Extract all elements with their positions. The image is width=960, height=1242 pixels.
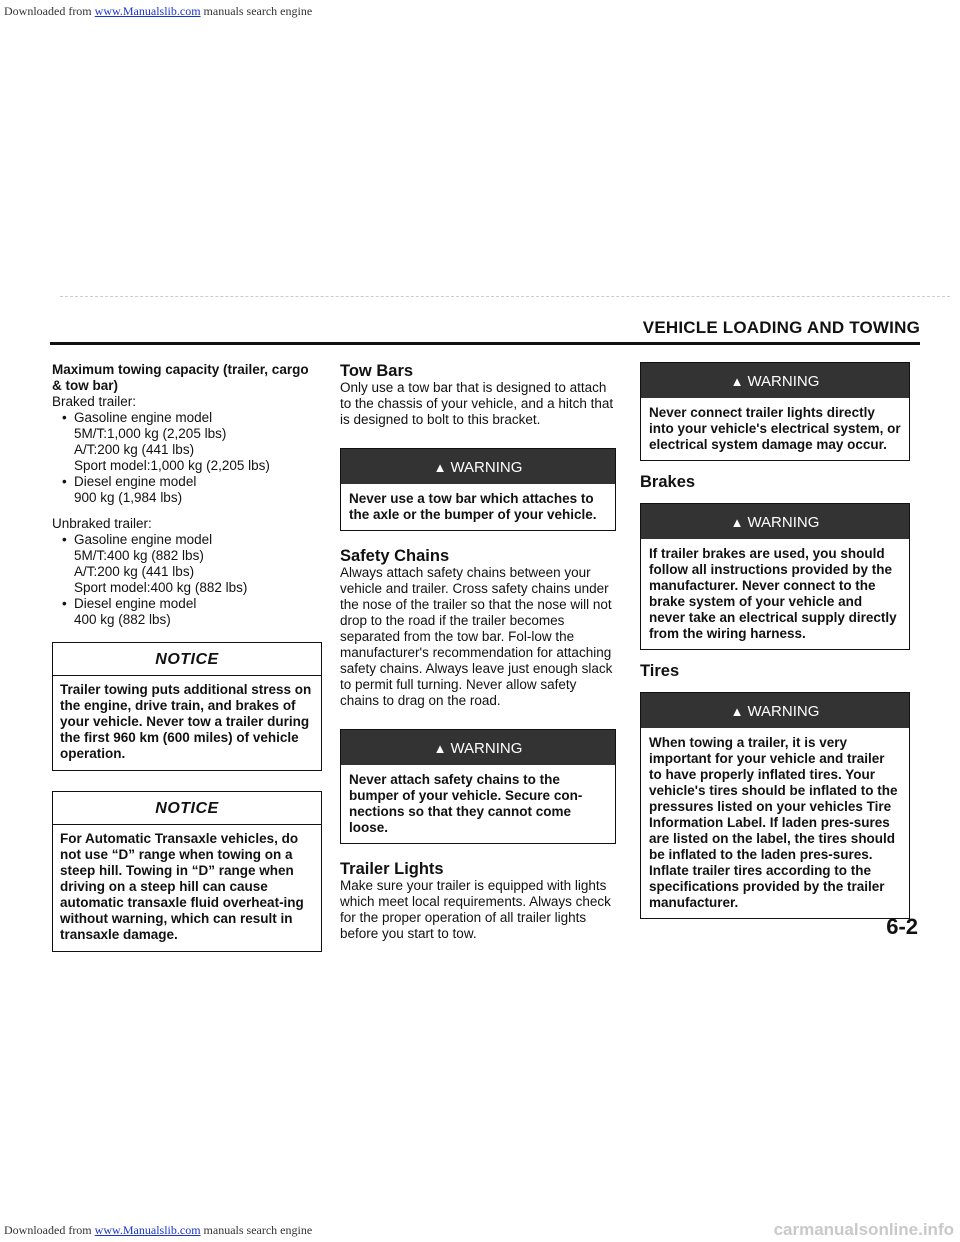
warning-triangle-icon: ▲ — [433, 741, 447, 756]
warning-heading: ▲ WARNING — [641, 693, 909, 728]
warning-triangle-icon: ▲ — [730, 374, 744, 389]
warning-box-tires — [640, 692, 910, 919]
watermark-text: carmanualsonline.info — [773, 1220, 954, 1239]
tow-bars-text: Only use a tow bar that is designed to attach to the chassis of your vehicle, and a hitch that is designed to bolt to this bracket. — [340, 380, 614, 427]
notice-heading: NOTICE — [53, 792, 321, 825]
header-rule — [50, 342, 920, 345]
warning-box-brakes — [640, 503, 910, 650]
warning-text: Never use a tow bar which attaches to the axle or the bumper of your vehicle. — [349, 491, 597, 522]
warning-triangle-icon: ▲ — [730, 515, 744, 530]
bullet-icon: • — [62, 532, 67, 547]
list-item: A/T:200 kg (441 lbs) — [74, 442, 195, 457]
list-item: • Gasoline engine model — [62, 410, 213, 425]
tires-title: Tires — [640, 662, 680, 680]
page-header-title: VEHICLE LOADING AND TOWING — [642, 318, 920, 337]
notice-text: For Automatic Transaxle vehicles, do not use “D” range when towing on a steep hill. Towing in “D” range when driving on a steep hill can cause automatic transaxle fluid overheat-ing without warning, which can result in transaxle damage. — [60, 831, 304, 942]
page-number: 6-2 — [886, 914, 918, 939]
column-tow-equipment — [340, 362, 616, 942]
warning-text: If trailer brakes are used, you should follow all instructions provided by the manufacturer. Never connect to the brake system of your vehicle and never take an electrical supply directly from the wiring harness. — [649, 546, 897, 641]
warning-box-trailer-lights — [640, 362, 910, 461]
column-brakes-tires — [640, 362, 910, 919]
warning-heading: ▲ WARNING — [341, 449, 615, 484]
list-item: Sport model:1,000 kg (2,205 lbs) — [74, 458, 270, 473]
footer-manualslib-link[interactable]: www.Manualslib.com — [94, 1223, 201, 1237]
braked-trailer-label: Braked trailer: — [52, 394, 137, 409]
safety-chains-text: Always attach safety chains between your vehicle and trailer. Cross safety chains under the nose of the trailer so that the nose will not drop to the road if the trailer becomes separated from the tow bar. Fol-low the manufacturer's recommendation for attaching safety chains. Always leave just enough slack to permit full turning. Never allow safety chains to drag on the road. — [340, 565, 613, 708]
download-note-prefix: Downloaded from — [4, 4, 95, 18]
towing-capacity-title: Maximum towing capacity (trailer, cargo & tow bar) — [52, 362, 309, 393]
list-item: • Diesel engine model — [62, 474, 197, 489]
unbraked-trailer-list — [52, 532, 322, 628]
warning-text: When towing a trailer, it is very important for your vehicle and trailer to have properly inflated tires. Your vehicle's tires should be inflated to the pressures listed on your vehicles Tire Information Label. If laden pres-sures are listed on the label, the tires should be inflated to the laden pres-sures. Inflate trailer tires according to the specifications provided by the trailer manufacturer. — [649, 735, 898, 910]
list-item: • Diesel engine model — [62, 596, 197, 611]
braked-trailer-list — [52, 410, 322, 506]
notice-box-first-tow — [52, 642, 322, 771]
bullet-icon: • — [62, 474, 67, 489]
warning-triangle-icon: ▲ — [433, 460, 447, 475]
warning-text: Never attach safety chains to the bumper of your vehicle. Secure con-nections so that they cannot come loose. — [349, 772, 583, 835]
download-note-suffix: manuals search engine — [200, 4, 313, 18]
safety-chains-title: Safety Chains — [340, 547, 450, 565]
list-item: 900 kg (1,984 lbs) — [74, 490, 183, 505]
brakes-title: Brakes — [640, 473, 696, 491]
warning-text: Never connect trailer lights directly into your vehicle's electrical system, or electrical system damage may occur. — [649, 405, 901, 452]
tow-bars-title: Tow Bars — [340, 362, 414, 380]
warning-heading: ▲ WARNING — [641, 363, 909, 398]
list-item: 5M/T:400 kg (882 lbs) — [74, 548, 204, 563]
warning-heading: ▲ WARNING — [341, 730, 615, 765]
list-item: 400 kg (882 lbs) — [74, 612, 171, 627]
warning-box-tow-bar — [340, 448, 616, 531]
notice-text: Trailer towing puts additional stress on the engine, drive train, and brakes of your vehicle. Never tow a trailer during the first 960 km (600 miles) of vehicle operation. — [60, 682, 312, 761]
bullet-icon: • — [62, 410, 67, 425]
notice-box-transaxle — [52, 791, 322, 952]
footer-download-note: Downloaded from www.Manualslib.com manuals search engine — [4, 1223, 313, 1237]
manualslib-link[interactable]: www.Manualslib.com — [94, 4, 201, 18]
list-item: A/T:200 kg (441 lbs) — [74, 564, 195, 579]
footer — [0, 1220, 960, 1242]
download-note — [4, 4, 312, 19]
notice-heading: NOTICE — [53, 643, 321, 676]
warning-heading: ▲ WARNING — [641, 504, 909, 539]
list-item: • Gasoline engine model — [62, 532, 213, 547]
scan-artifact-line — [60, 296, 950, 297]
list-item: 5M/T:1,000 kg (2,205 lbs) — [74, 426, 227, 441]
unbraked-trailer-label: Unbraked trailer: — [52, 516, 152, 531]
warning-box-safety-chains — [340, 729, 616, 844]
column-towing-capacity — [52, 362, 322, 952]
warning-triangle-icon: ▲ — [730, 704, 744, 719]
list-item: Sport model:400 kg (882 lbs) — [74, 580, 248, 595]
trailer-lights-text: Make sure your trailer is equipped with lights which meet local requirements. Always check for the proper operation of all trailer lights before you start to tow. — [340, 878, 611, 941]
trailer-lights-title: Trailer Lights — [340, 860, 444, 878]
bullet-icon: • — [62, 596, 67, 611]
